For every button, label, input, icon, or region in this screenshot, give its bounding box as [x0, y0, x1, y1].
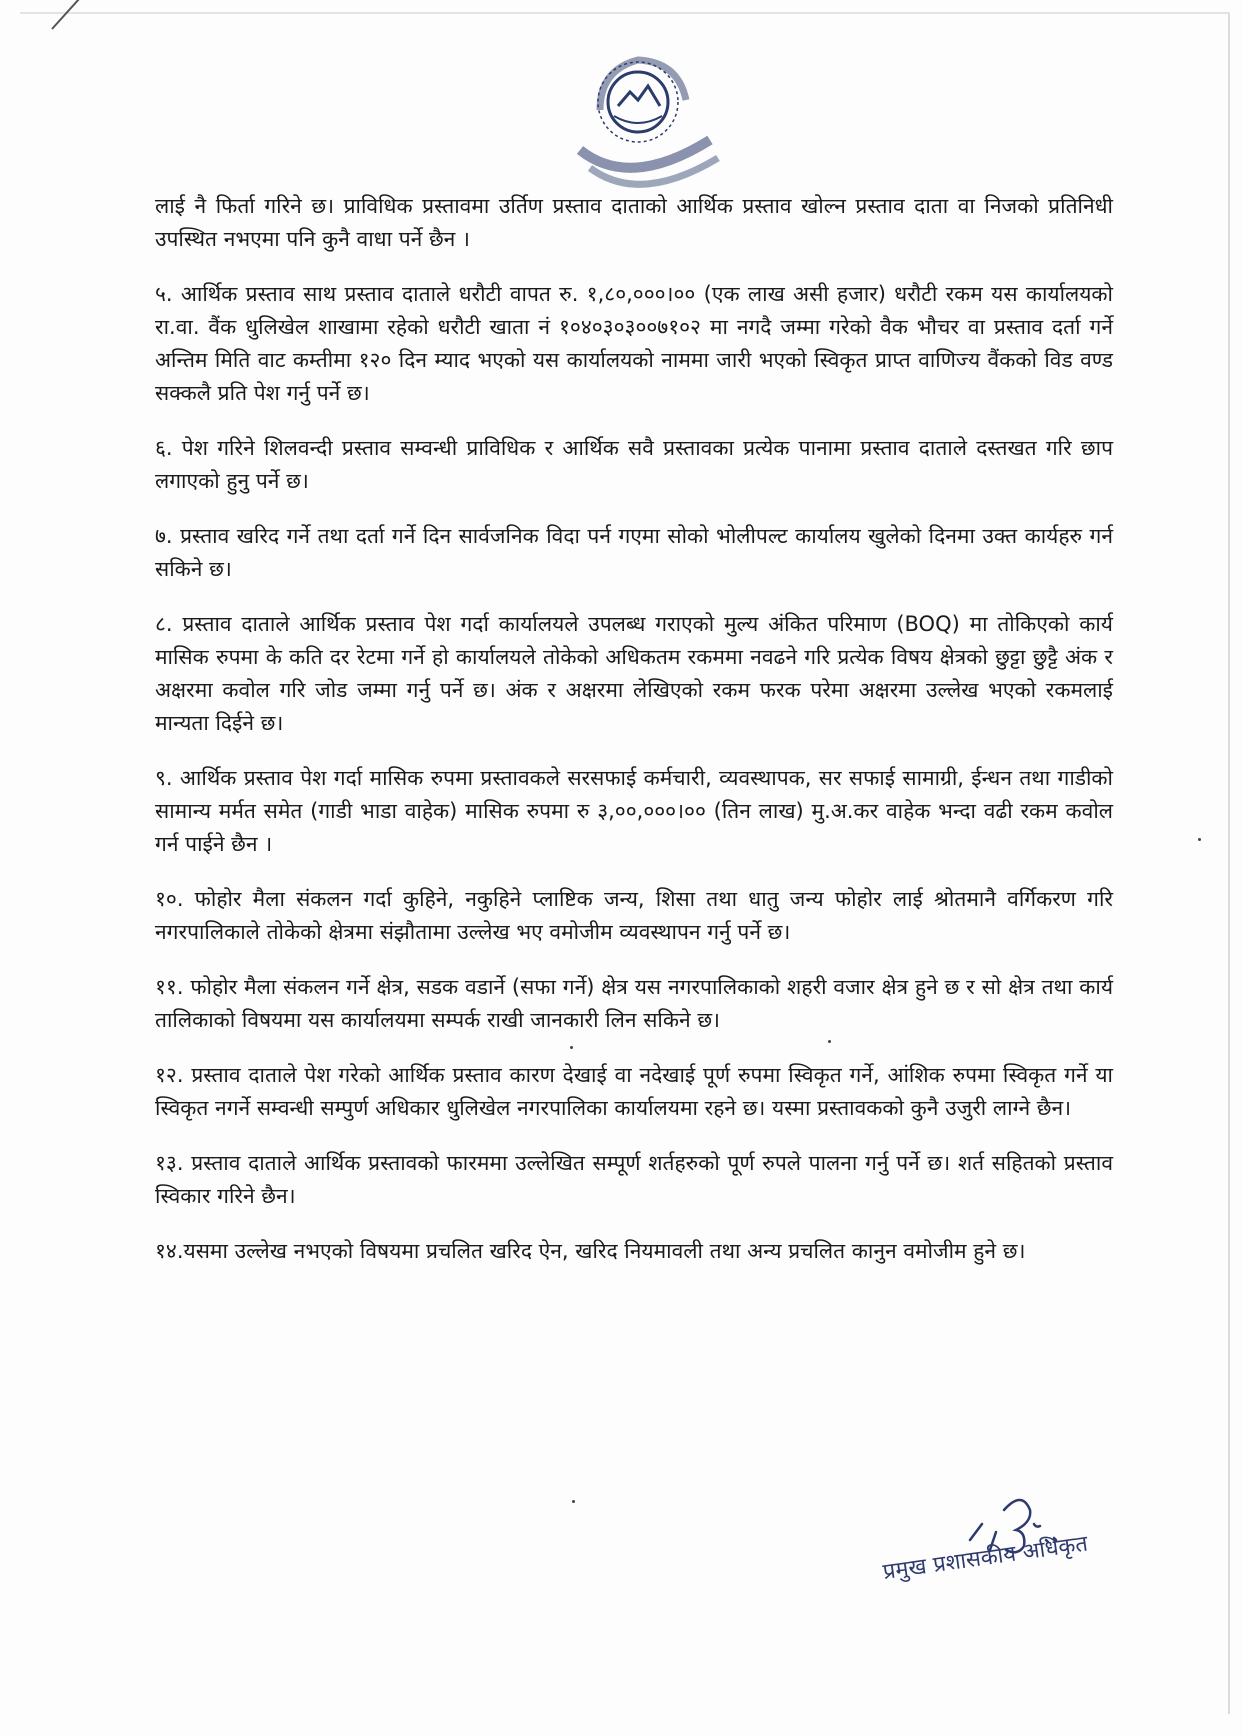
- corner-mark: [51, 0, 99, 30]
- paragraph-11: ११. फोहोर मैला संकलन गर्ने क्षेत्र, सडक वडार्ने (सफा गर्ने) क्षेत्र यस नगरपालिकाको शहरी वजार क्षेत्र हुने छ र सो क्षेत्र तथा कार्य तालिकाको विषयमा यस कार्यालयमा सम्पर्क राखी जानकारी लिन सकिने छ।: [155, 975, 1113, 1032]
- paragraph-5: ५. आर्थिक प्रस्ताव साथ प्रस्ताव दाताले धरौटी वापत रु. १,८०,०००।०० (एक लाख असी हजार) धरौटी रकम यस कार्यालयको रा.वा. वैंक धुलिखेल शाखामा रहेको धरौटी खाता नं १०४०३०३००७१०२ मा नगदै जम्मा गरेको वैक भौचर वा प्रस्ताव दर्ता गर्ने अन्तिम मिति वाट कम्तीमा १२० दिन म्याद भएको यस कार्यालयको नाममा जारी भएको स्विकृत प्राप्त वाणिज्य वैंकको विड वण्ड सक्कलै प्रति पेश गर्नु पर्ने छ।: [155, 282, 1113, 405]
- office-seal-stamp: [560, 40, 730, 210]
- paragraph-12: १२. प्रस्ताव दाताले पेश गरेको आर्थिक प्रस्ताव कारण देखाई वा नदेखाई पूर्ण रुपमा स्विकृत गर्ने, आंशिक रुपमा स्विकृत गर्ने या स्विकृत नगर्ने सम्वन्धी सम्पुर्ण अधिकार धुलिखेल नगरपालिका कार्यालयमा रहने छ। यस्मा प्रस्तावकको कुनै उजुरी लाग्ने छैन।: [155, 1063, 1113, 1120]
- paragraph-13: १३. प्रस्ताव दाताले आर्थिक प्रस्तावको फारममा उल्लेखित सम्पूर्ण शर्तहरुको पूर्ण रुपले पालना गर्नु पर्ने छ। शर्त सहितको प्रस्ताव स्विकार गरिने छैन।: [155, 1151, 1113, 1208]
- paragraph-8: ८. प्रस्ताव दाताले आर्थिक प्रस्ताव पेश गर्दा कार्यालयले उपलब्ध गराएको मुल्य अंकित परिमाण (BOQ) मा तोकिएको कार्य मासिक रुपमा के कति दर रेटमा गर्ने हो कार्यालयले तोकेको अधिकतम रकममा नवढने गरि प्रत्येक विषय क्षेत्रको छुट्टा छुट्टै अंक र अक्षरमा कवोल गरि जोड जम्मा गर्नु पर्ने छ। अंक र अक्षरमा लेखिएको रकम फरक परेमा अक्षरमा उल्लेख भएको रकमलाई मान्यता दिईने छ।: [155, 612, 1113, 735]
- document-body: [155, 190, 1113, 1290]
- paragraph-10: १०. फोहोर मैला संकलन गर्दा कुहिने, नकुहिने प्लाष्टिक जन्य, शिसा तथा धातु जन्य फोहोर लाई श्रोतमानै वर्गिकरण गरि नगरपालिकाले तोकेको क्षेत्रमा संझौतामा उल्लेख भए वमोजीम व्यवस्थापन गर्नु पर्ने छ।: [155, 887, 1113, 944]
- paragraph-continuation: लाई नै फिर्ता गरिने छ। प्राविधिक प्रस्तावमा उर्तिण प्रस्ताव दाताको आर्थिक प्रस्ताव खोल्न प्रस्ताव दाता वा निजको प्रतिनिधी उपस्थित नभएमा पनि कुनै वाधा पर्ने छैन ।: [155, 194, 1113, 251]
- page-top-edge: [20, 12, 1230, 14]
- speck: [828, 1040, 831, 1043]
- speck: [570, 1046, 573, 1049]
- page-right-edge: [1228, 14, 1230, 1714]
- paragraph-7: ७. प्रस्ताव खरिद गर्ने तथा दर्ता गर्ने दिन सार्वजनिक विदा पर्न गएमा सोको भोलीपल्ट कार्यालय खुलेको दिनमा उक्त कार्यहरु गर्न सकिने छ।: [155, 524, 1113, 581]
- signatory-designation: प्रमुख प्रशासकीय अधिकृत: [881, 1531, 1090, 1586]
- seal-graphic: [560, 40, 730, 210]
- paragraph-9: ९. आर्थिक प्रस्ताव पेश गर्दा मासिक रुपमा प्रस्तावकले सरसफाई कर्मचारी, व्यवस्थापक, सर सफाई सामाग्री, ईन्धन तथा गाडीको सामान्य मर्मत समेत (गाडी भाडा वाहेक) मासिक रुपमा रु ३,००,०००।०० (तिन लाख) मु.अ.कर वाहेक भन्दा वढी रकम कवोल गर्न पाईने छैन ।: [155, 766, 1113, 856]
- paragraph-6: ६. पेश गरिने शिलवन्दी प्रस्ताव सम्वन्धी प्राविधिक र आर्थिक सवै प्रस्तावका प्रत्येक पानामा प्रस्ताव दाताले दस्तखत गरि छाप लगाएको हुनु पर्ने छ।: [155, 436, 1113, 493]
- speck: [572, 1500, 575, 1503]
- paragraph-14: १४.यसमा उल्लेख नभएको विषयमा प्रचलित खरिद ऐन, खरिद नियमावली तथा अन्य प्रचलित कानुन वमोजीम हुने छ।: [155, 1239, 1026, 1263]
- speck: [1198, 838, 1201, 841]
